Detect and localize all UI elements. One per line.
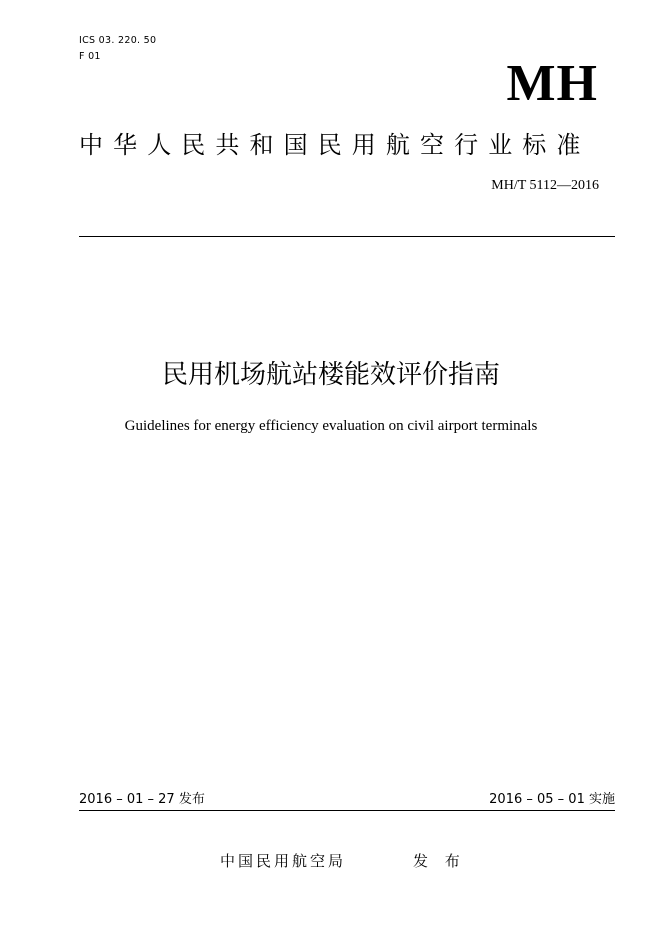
issue-date: 2016 – 01 – 27 发布 bbox=[79, 792, 205, 807]
bottom-divider bbox=[79, 810, 615, 811]
document-title: 民用机场航站楼能效评价指南 bbox=[161, 360, 500, 390]
top-divider bbox=[79, 236, 615, 237]
issuer: 中国民用航空局 bbox=[220, 852, 347, 870]
ics-code: ICS 03. 220. 50 bbox=[79, 35, 157, 46]
class-code: F 01 bbox=[79, 51, 101, 62]
standard-number: MH/T 5112—2016 bbox=[491, 178, 599, 193]
mh-logo: MH bbox=[506, 55, 598, 112]
date-row bbox=[79, 791, 615, 809]
standard-type: 中华人民共和国民用航空行业标准 bbox=[79, 131, 591, 159]
effective-date: 2016 – 05 – 01 实施 bbox=[489, 792, 615, 807]
publish-label: 发 布 bbox=[413, 852, 466, 870]
document-title-english: Guidelines for energy efficiency evaluation on civil airport terminals bbox=[124, 418, 538, 434]
classification-codes bbox=[79, 33, 156, 65]
